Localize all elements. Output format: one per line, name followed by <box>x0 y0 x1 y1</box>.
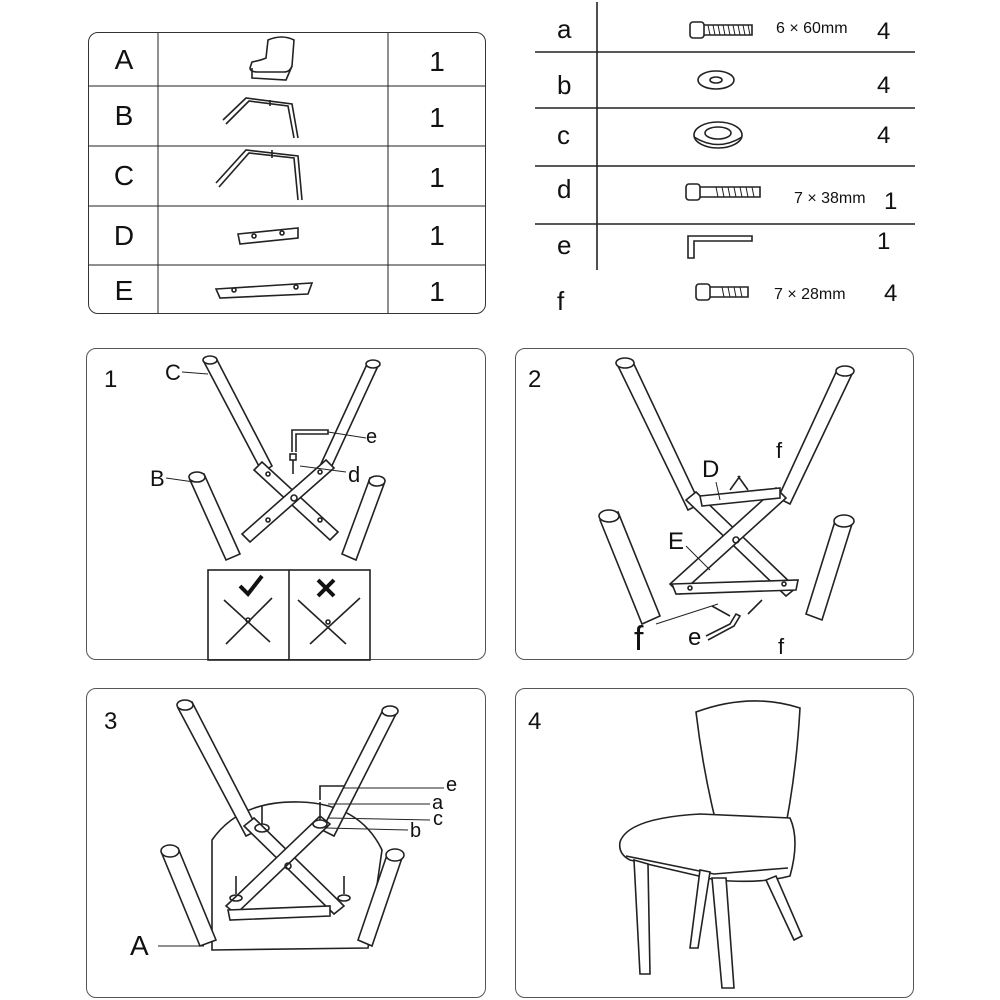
cross-icon <box>318 580 334 596</box>
callout-label: f <box>634 620 644 658</box>
part-letter: E <box>114 275 134 306</box>
part-qty: 1 <box>429 162 445 193</box>
hardware-letter: f <box>557 286 565 316</box>
hardware-qty: 4 <box>877 72 891 99</box>
step-1-frame-drawing <box>166 356 385 560</box>
step-1-orientation-guide <box>208 570 370 660</box>
step-number: 1 <box>104 366 118 393</box>
callout-label: c <box>433 808 443 830</box>
step-number: 2 <box>528 366 542 393</box>
callout-label: E <box>668 528 685 555</box>
hardware-qty: 4 <box>877 122 891 149</box>
part-letter: A <box>114 44 134 75</box>
part-qty: 1 <box>429 46 445 77</box>
part-qty: 1 <box>429 102 445 133</box>
hardware-spec: 7 × 28mm <box>774 286 846 303</box>
hardware-letter: c <box>557 120 570 150</box>
step-2-frame-drawing <box>599 358 854 640</box>
part-letter: B <box>114 100 134 131</box>
checkmark-icon <box>240 576 262 594</box>
callout-label: e <box>688 624 702 651</box>
hardware-letter: d <box>557 174 572 204</box>
callout-label: f <box>778 634 785 659</box>
step-number: 3 <box>104 708 118 735</box>
hardware-spec: 7 × 38mm <box>794 190 866 207</box>
hardware-qty: 4 <box>884 280 898 307</box>
part-qty: 1 <box>429 220 445 251</box>
callout-label: e <box>366 426 378 448</box>
callout-label: A <box>130 930 149 961</box>
hardware-letter: e <box>557 230 572 260</box>
callout-label: D <box>702 456 720 483</box>
callout-label: d <box>348 462 361 487</box>
part-letter: D <box>113 220 135 251</box>
hardware-spec: 6 × 60mm <box>776 20 848 37</box>
hardware-qty: 1 <box>877 228 891 255</box>
part-letter: C <box>113 160 135 191</box>
step-4-chair-drawing <box>620 701 802 988</box>
part-qty: 1 <box>429 276 445 307</box>
callout-label: C <box>165 360 181 385</box>
hardware-letter: a <box>557 14 572 44</box>
callout-label: B <box>150 466 165 491</box>
hardware-qty: 4 <box>877 18 891 45</box>
callout-label: f <box>776 438 783 463</box>
step-number: 4 <box>528 708 542 735</box>
callout-label: a <box>432 792 444 814</box>
hardware-letter: b <box>557 70 572 100</box>
callout-label: b <box>410 820 422 842</box>
callout-label: e <box>446 774 458 796</box>
step-3-frame-drawing <box>158 700 444 950</box>
hardware-qty: 1 <box>884 188 898 215</box>
